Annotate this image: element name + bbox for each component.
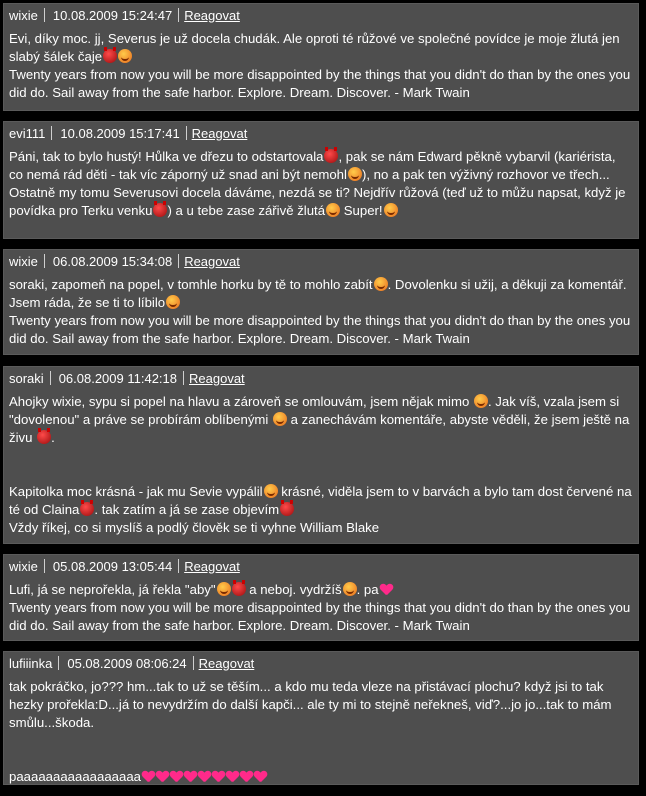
comment-body: [4, 144, 638, 224]
comment-signature: Twenty years from now you will be more disappointed by the things that you didn't do than by the ones you did do. Sail away from the safe harbor. Explore. Dream. Discover. - Mark Twain: [9, 313, 634, 346]
devil-emoticon-icon: [103, 49, 117, 63]
comment-header: [4, 4, 638, 26]
comment-text: a neboj. vydržíš: [245, 582, 342, 597]
devil-emoticon-icon: [232, 582, 246, 596]
comment-author: wixie: [9, 7, 38, 23]
heart-emoticon-icon: [170, 771, 183, 783]
smile-emoticon-icon: [118, 49, 132, 63]
smile-emoticon-icon: [326, 203, 340, 217]
heart-emoticon-icon: [380, 584, 393, 596]
heart-emoticon-icon: [212, 771, 225, 783]
smile-emoticon-icon: [343, 582, 357, 596]
comment-date: 06.08.2009 15:34:08: [52, 253, 173, 269]
comment-text: . pa: [356, 582, 379, 597]
comment-author: lufiiinka: [9, 655, 53, 671]
comment-author: soraki: [9, 370, 44, 386]
comment-signature: Twenty years from now you will be more disappointed by the things that you didn't do than by the ones you did do. Sail away from the safe harbor. Explore. Dream. Discover. - Mark Twain: [9, 67, 634, 100]
comment-item: [3, 121, 639, 239]
comment-date: 06.08.2009 11:42:18: [58, 370, 178, 386]
comment-header: [4, 122, 638, 144]
comment-text: , pak se nám Edward pěkně vybarvil (kariérista, co nemá rád děti - tak víc záporný už snad ani být nemohl: [9, 149, 620, 182]
reply-link[interactable]: Reagovat: [198, 655, 255, 671]
comment-author: wixie: [9, 253, 38, 269]
smile-emoticon-icon: [273, 412, 287, 426]
comment-date: 05.08.2009 08:06:24: [67, 655, 187, 671]
comment-author: evi111: [9, 125, 46, 141]
smile-emoticon-icon: [384, 203, 398, 217]
comment-text: tak pokráčko, jo??? hm...tak to už se těším... a kdo mu teda vleze na přistávací plochu? když jsi to tak hezky prořekla:D...já to nevydržím do další kapči... ale ty mi to stejně neřekneš, viď?...jo jo...tak to mám smůlu...škoda.: [9, 679, 616, 730]
heart-emoticon-icon: [226, 771, 239, 783]
reply-link[interactable]: Reagovat: [189, 370, 245, 386]
reply-link[interactable]: Reagovat: [184, 558, 240, 574]
comment-text: . Jak víš, vzala jsem si "dovolenou" a práve se probírám oblíbenými: [9, 394, 623, 427]
reply-link[interactable]: Reagovat: [184, 7, 240, 23]
smile-emoticon-icon: [348, 167, 362, 181]
devil-emoticon-icon: [80, 502, 94, 516]
comment-author: wixie: [9, 558, 38, 574]
comment-date: 10.08.2009 15:17:41: [60, 125, 180, 141]
smile-emoticon-icon: [474, 394, 488, 408]
comment-text: ), no a pak ten výživný rozhovor ve třech... Ostatně my tomu Severusovi docela dáváme, nezdá se ti? Nejdřív růžová (teď už to můžu napsat, když je povídka pro Terku venku: [9, 167, 630, 218]
smile-emoticon-icon: [374, 277, 388, 291]
comment-text: paaaaaaaaaaaaaaaaa: [9, 769, 142, 784]
line-break: [9, 732, 633, 750]
comment-item: [3, 3, 639, 111]
comment-body: [4, 389, 638, 541]
comment-date: 05.08.2009 13:05:44: [52, 558, 173, 574]
comment-header: [4, 250, 638, 272]
comment-signature: Twenty years from now you will be more disappointed by the things that you didn't do than by the ones you did do. Sail away from the safe harbor. Explore. Dream. Discover. - Mark Twain: [9, 600, 634, 633]
comment-header: [4, 652, 638, 674]
comment-text: Páni, tak to bylo hustý! Hůlka ve dřezu to odstartovala: [9, 149, 324, 164]
comment-header: [4, 555, 638, 577]
smile-emoticon-icon: [166, 295, 180, 309]
line-break: [9, 465, 633, 483]
heart-emoticon-icon: [240, 771, 253, 783]
comment-text: . Dovolenku si užij, a děkuji za komentář. Jsem ráda, že se ti to líbilo: [9, 277, 631, 310]
comment-text: Ahojky wixie, sypu si popel na hlavu a zároveň se omlouvám, jsem nějak mimo: [9, 394, 473, 409]
comment-text: . tak zatím a já se zase objevím: [94, 502, 280, 517]
devil-emoticon-icon: [37, 430, 51, 444]
comment-signature: Vždy říkej, co si myslíš a podlý člověk se ti vyhne William Blake: [9, 520, 380, 535]
comment-body: [4, 272, 638, 352]
comment-text: Lufi, já se neprořekla, já řekla "aby": [9, 582, 216, 597]
comment-body: [4, 674, 638, 790]
heart-emoticon-icon: [198, 771, 211, 783]
comment-text: krásné, viděla jsem to v barvách a bylo tam dost červené na té od Claina: [9, 484, 636, 517]
comment-item: [3, 249, 639, 355]
smile-emoticon-icon: [217, 582, 231, 596]
comment-item: [3, 651, 639, 785]
comment-header: [4, 367, 638, 389]
comment-item: [3, 366, 639, 544]
comment-text: ) a u tebe zase zářivě žlutá: [167, 203, 326, 218]
reply-link[interactable]: Reagovat: [191, 125, 248, 141]
comment-text: a zanechávám komentáře, abyste věděli, že jsem ještě na živu: [9, 412, 634, 445]
comment-body: [4, 577, 638, 639]
comment-date: 10.08.2009 15:24:47: [52, 7, 173, 23]
line-break: [9, 750, 633, 768]
comment-body: [4, 26, 638, 106]
heart-emoticon-icon: [254, 771, 267, 783]
line-break: [9, 447, 633, 465]
heart-emoticon-icon: [156, 771, 169, 783]
comment-text: Super!: [340, 203, 383, 218]
heart-emoticon-icon: [142, 771, 155, 783]
comment-text: soraki, zapomeň na popel, v tomhle horku by tě to mohlo zabít: [9, 277, 373, 292]
reply-link[interactable]: Reagovat: [184, 253, 240, 269]
comment-item: [3, 554, 639, 641]
devil-emoticon-icon: [280, 502, 294, 516]
devil-emoticon-icon: [153, 203, 167, 217]
comment-text: Evi, díky moc. jj, Severus je už docela chudák. Ale oproti té růžové ve společné povídce je moje žlutá jen slabý šálek čaje: [9, 31, 624, 64]
comment-text: .: [51, 430, 55, 445]
devil-emoticon-icon: [324, 149, 338, 163]
comment-text: Kapitolka moc krásná - jak mu Sevie vypálil: [9, 484, 263, 499]
heart-emoticon-icon: [184, 771, 197, 783]
smile-emoticon-icon: [264, 484, 278, 498]
